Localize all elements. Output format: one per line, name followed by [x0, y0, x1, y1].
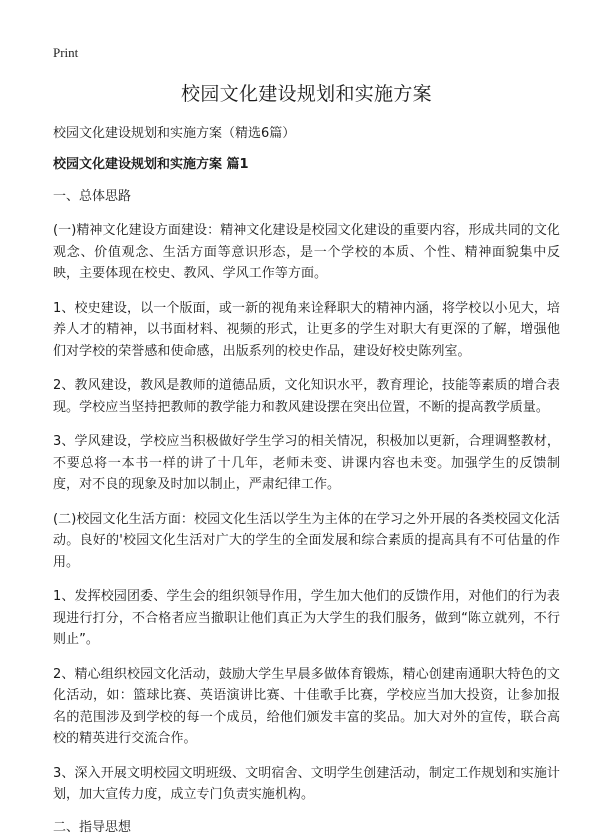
paragraph-school-history: 1、校史建设，以一个版面，或一新的视角来诠释职大的精神内涵，将学校以小见大，培养人才的精神，以书面材料、视频的形式，让更多的学生对职大有更深的了解，增强他们对学校的荣誉感和使命感，出版系列的校史作品，建设好校史陈列室。 — [53, 300, 560, 359]
paragraph-student-union: 1、发挥校园团委、学生会的组织领导作用，学生加大他们的反馈作用，对他们的行为表现进行打分，不合格者应当撤职让他们真正为大学生的我们服务，做到“陈立就列，不行则止”。 — [53, 589, 560, 647]
paragraph-civilized-campus: 3、深入开展文明校园文明班级、文明宿舍、文明学生创建活动，制定工作规划和实施计划，加大宣传力度，成立专门负责实施机构。 — [53, 765, 560, 802]
paragraph-campus-life: (二)校园文化生活方面：校园文化生活以学生为主体的在学习之外开展的各类校园文化活动。良好的'校园文化生活对广大的学生的全面发展和综合素质的提高具有不可估量的作用。 — [53, 511, 560, 570]
heading-overall-approach: 一、总体思路 — [53, 189, 132, 204]
paragraph-spiritual-culture: (一)精神文化建设方面建设：精神文化建设是校园文化建设的重要内容，形成共同的文化观念、价值观念、生活方面等意识形态，是一个学校的本质、个性、精神面貌集中反映，主要体现在校史、教风、学风工作等方面。 — [53, 223, 560, 281]
section-title: 校园文化建设规划和实施方案 篇1 — [53, 157, 249, 172]
paragraph-cultural-activities: 2、精心组织校园文化活动，鼓励大学生早晨多做体育锻炼，精心创建南通职大特色的文化活动，如：篮球比赛、英语演讲比赛、十佳歌手比赛，学校应当加大投资，让参加报名的范围涉及到学校的每一个成员，给他们颁发丰富的奖品。加大对外的宣传，联合高校的精英进行交流合作。 — [53, 666, 560, 746]
paragraph-teaching-style: 2、教风建设，教风是教师的道德品质，文化知识水平，教育理论，技能等素质的增合表现。学校应当坚持把教师的教学能力和教风建设摆在突出位置，不断的提高教学质量。 — [53, 378, 560, 415]
paragraph-study-style: 3、学风建设，学校应当积极做好学生学习的相关情况，积极加以更新，合理调整教材，不要总将一本书一样的讲了十几年，老师未变、讲课内容也未变。加强学生的反馈制度，对不良的现象及时加以制止，严肃纪律工作。 — [53, 434, 560, 492]
document-title: 校园文化建设规划和实施方案 — [181, 83, 432, 105]
print-link[interactable]: Print — [53, 45, 79, 60]
heading-guiding-ideology: 二、指导思想 — [53, 819, 132, 835]
document-subtitle: 校园文化建设规划和实施方案（精选6篇） — [53, 126, 296, 141]
